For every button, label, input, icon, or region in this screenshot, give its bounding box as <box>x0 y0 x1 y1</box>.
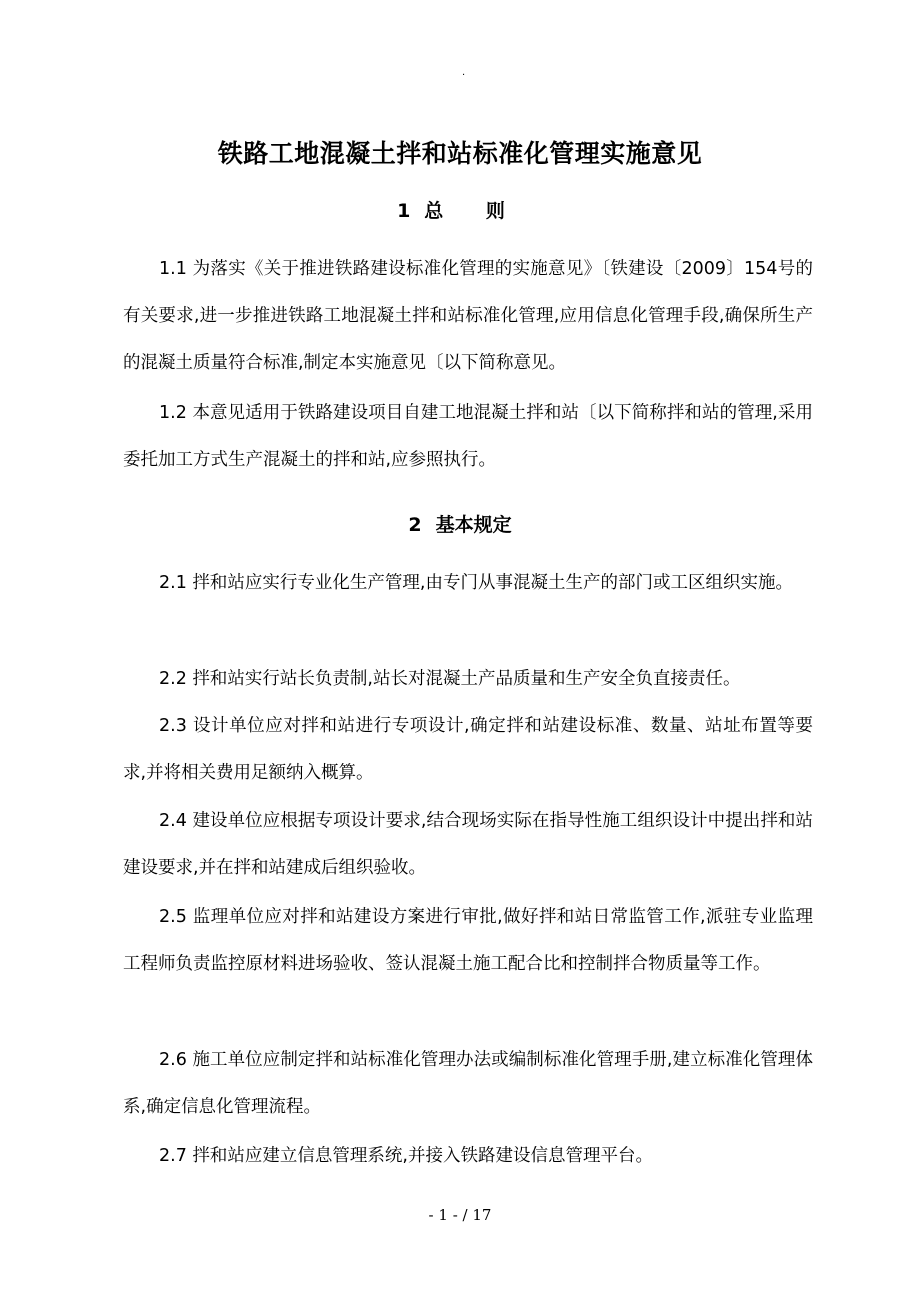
page-number: - 1 - / 17 <box>428 1206 492 1224</box>
section-1-title: 总 则 <box>424 200 523 222</box>
paragraph-2-6: 2.6 施工单位应制定拌和站标准化管理办法或编制标准化管理手册,建立标准化管理体系,确定信息化管理流程。 <box>123 1050 813 1117</box>
paragraph-2-4: 2.4 建设单位应根据专项设计要求,结合现场实际在指导性施工组织设计中提出拌和站建设要求,并在拌和站建成后组织验收。 <box>123 811 813 878</box>
paragraph-2-1: 2.1 拌和站应实行专业化生产管理,由专门从事混凝土生产的部门或工区组织实施。 <box>159 573 793 593</box>
paragraph-1-2: 1.2 本意见适用于铁路建设项目自建工地混凝土拌和站〔以下简称拌和站的管理,采用委托加工方式生产混凝土的拌和站,应参照执行。 <box>123 403 813 470</box>
document-title: 铁路工地混凝土拌和站标准化管理实施意见 <box>217 139 703 168</box>
paragraph-2-3: 2.3 设计单位应对拌和站进行专项设计,确定拌和站建设标准、数量、站址布置等要求,并将相关费用足额纳入概算。 <box>123 716 813 783</box>
section-2-number: 2 <box>408 514 422 536</box>
section-2-title: 基本规定 <box>435 514 512 536</box>
header-mark: . <box>462 67 466 78</box>
section-1-heading <box>0 196 920 223</box>
paragraph-1-1: 1.1 为落实《关于推进铁路建设标准化管理的实施意见》〔铁建设〔2009〕154号的有关要求,进一步推进铁路工地混凝土拌和站标准化管理,应用信息化管理手段,确保所生产的混凝土质量符合标准,制定本实施意见〔以下简称意见。 <box>123 259 813 373</box>
section-1-number: 1 <box>397 200 411 222</box>
paragraph-2-7: 2.7 拌和站应建立信息管理系统,并接入铁路建设信息管理平台。 <box>159 1146 653 1166</box>
paragraph-2-2: 2.2 拌和站实行站长负责制,站长对混凝土产品质量和生产安全负直接责任。 <box>159 669 741 689</box>
section-2-heading <box>0 510 920 537</box>
paragraph-2-5: 2.5 监理单位应对拌和站建设方案进行审批,做好拌和站日常监管工作,派驻专业监理工程师负责监控原材料进场验收、签认混凝土施工配合比和控制拌合物质量等工作。 <box>123 907 813 974</box>
